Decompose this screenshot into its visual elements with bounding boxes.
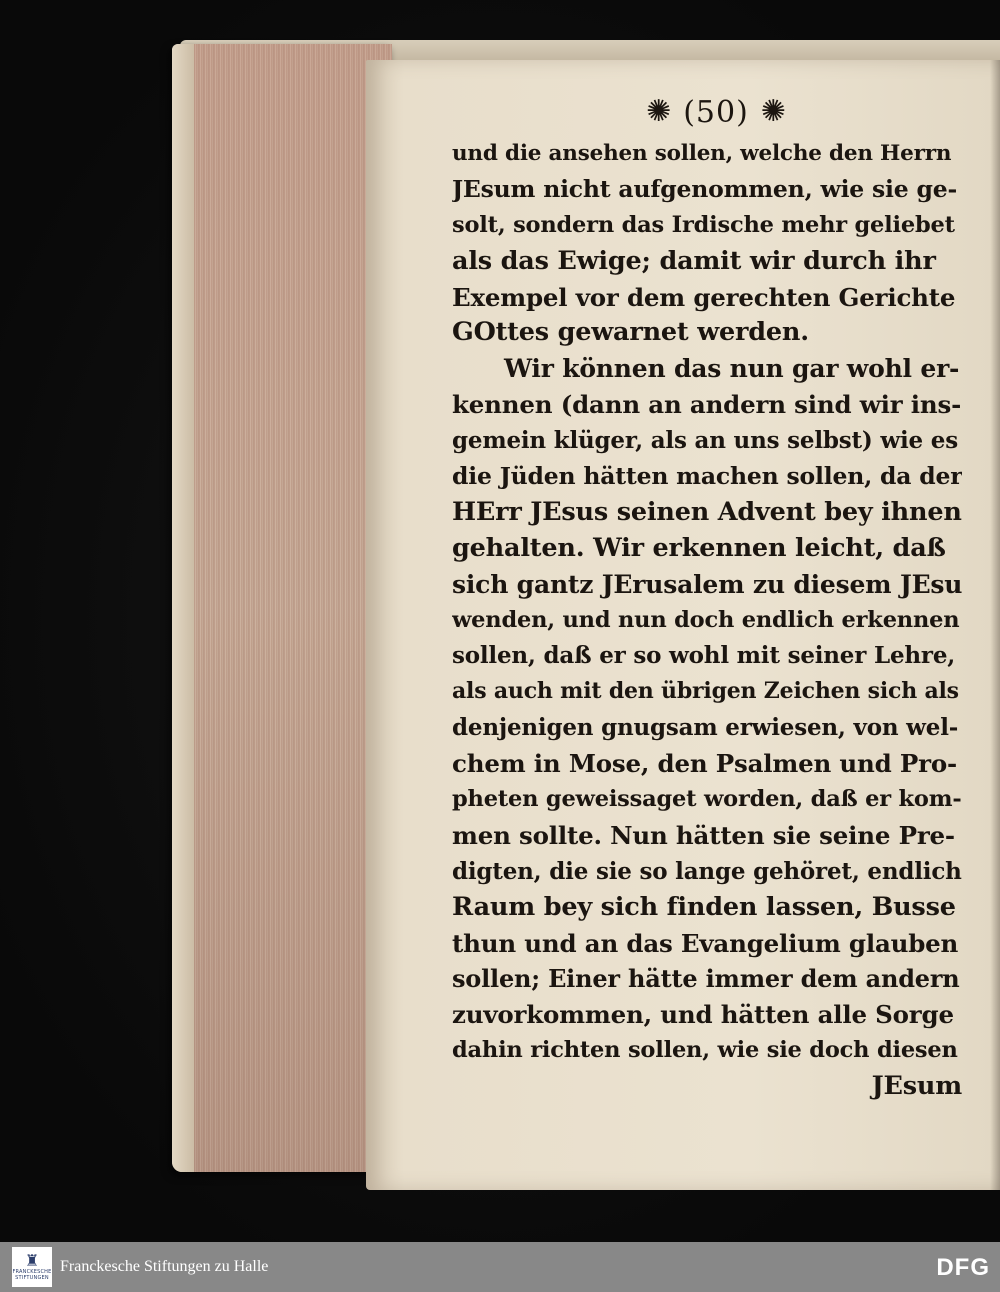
text-line: JEsum nicht aufgenommen, wie sie ge- <box>452 174 958 203</box>
text-line: kennen (dann an andern sind wir ins- <box>452 390 962 420</box>
dfg-logo[interactable]: DFG <box>936 1254 990 1281</box>
text-line: sich gantz JErusalem zu diesem JEsu <box>452 569 962 599</box>
text-line: die Jüden hätten machen sollen, da der <box>452 462 962 491</box>
text-line: sollen; Einer hätte immer dem andern <box>452 964 960 994</box>
catchword: JEsum <box>871 1071 962 1102</box>
text-line: men sollte. Nun hätten sie seine Pre- <box>452 820 955 850</box>
text-line: denjenigen gnugsam erwiesen, von wel- <box>452 714 959 742</box>
text-line: und die ansehen sollen, welche den Herrn <box>452 141 952 166</box>
text-line: Exempel vor dem gerechten Gerichte <box>452 282 956 312</box>
logo-text: FRANCKESCHE STIFTUNGEN <box>12 1269 52 1281</box>
text-line: chem in Mose, den Psalmen und Pro- <box>452 749 957 779</box>
text-line: solt, sondern das Irdische mehr geliebet <box>452 211 955 238</box>
text-line: digten, die sie so lange gehöret, endlich <box>452 857 962 885</box>
text-line: als auch mit den übrigen Zeichen sich als <box>452 678 959 705</box>
text-line: Wir können das nun gar wohl er- <box>504 354 960 384</box>
book-page <box>366 60 1000 1190</box>
page-edge-shadow <box>990 60 1000 1190</box>
text-line: sollen, daß er so wohl mit seiner Lehre, <box>452 642 956 670</box>
text-line: thun und an das Evangelium glauben <box>452 928 959 958</box>
emblem-icon: ♜ <box>24 1251 40 1270</box>
flower-ornament-icon: ✺ <box>760 94 786 129</box>
viewer-footer <box>0 1242 1000 1292</box>
text-line: gehalten. Wir erkennen leicht, daß <box>452 532 946 563</box>
flower-ornament-icon: ✺ <box>646 94 672 129</box>
text-line: GOttes gewarnet werden. <box>452 317 809 348</box>
text-line: dahin richten sollen, wie sie doch diesen <box>452 1037 958 1064</box>
text-line: Raum bey sich finden lassen, Busse <box>452 891 956 922</box>
text-line: pheten geweissaget worden, daß er kom- <box>452 786 962 813</box>
page-number: (50) <box>683 94 749 130</box>
text-line: wenden, und nun doch endlich erkennen <box>452 606 960 633</box>
page-header <box>616 90 816 134</box>
text-line: HErr JEsus seinen Advent bey ihnen <box>452 496 962 527</box>
franckesche-stiftungen-logo[interactable] <box>12 1247 52 1287</box>
page-text <box>452 136 962 1105</box>
text-line: zuvorkommen, und hätten alle Sorge <box>452 1000 954 1030</box>
institution-name[interactable]: Franckesche Stiftungen zu Halle <box>60 1258 269 1275</box>
text-line: gemein klüger, als an uns selbst) wie es <box>452 427 958 455</box>
text-line: als das Ewige; damit wir durch ihr <box>452 245 936 276</box>
page-block-edges <box>172 44 392 1172</box>
